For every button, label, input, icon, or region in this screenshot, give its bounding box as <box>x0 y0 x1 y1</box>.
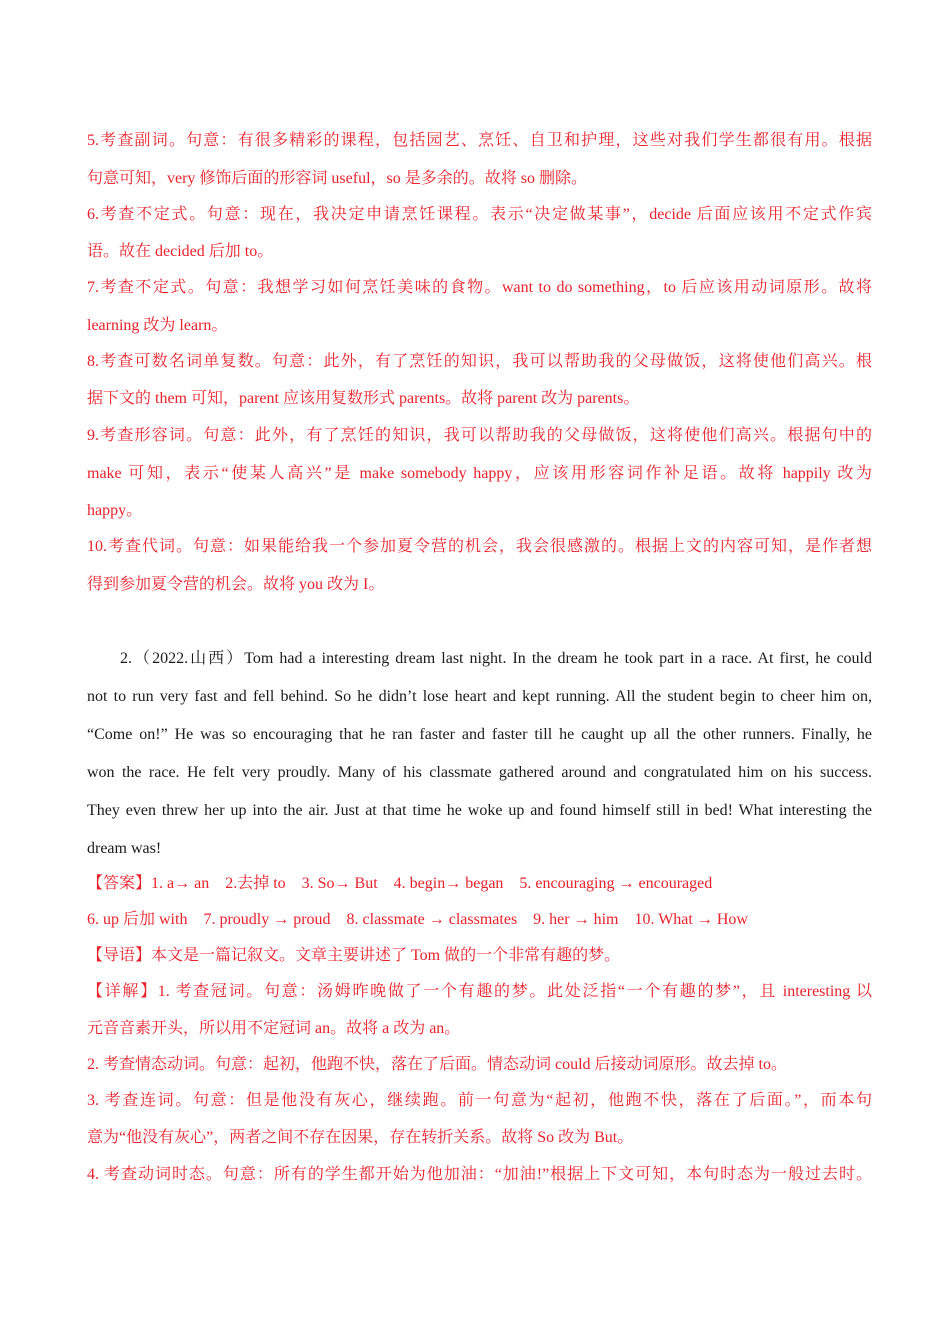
question-text-line: “Come on!” He was so encouraging that he ran faster and faster till he caught up all the other runners. Finally, he <box>87 726 872 743</box>
explanation-line: 句意可知，very 修饰后面的形容词 useful，so 是多余的。故将 so 删除。 <box>87 170 587 187</box>
question-text-line: They even threw her up into the air. Just at that time he woke up and found himself still in bed! What interesting the <box>87 802 872 819</box>
explanation-line: 4. 考查动词时态。句意：所有的学生都开始为他加油：“加油!”根据上下文可知，本句时态为一般过去时。 <box>87 1166 872 1183</box>
explanation-line: make 可知，表示“使某人高兴”是 make somebody happy，应该用形容词作补足语。故将 happily 改为 <box>87 465 872 482</box>
answer-line: 【答案】1. a→ an 2.去掉 to 3. So→ But 4. begin→ began 5. encouraging → encouraged <box>87 875 713 892</box>
explanation-line: 语。故在 decided 后加 to。 <box>87 243 274 260</box>
explanation-line: 据下文的 them 可知，parent 应该用复数形式 parents。故将 parent 改为 parents。 <box>87 390 640 407</box>
explanation-line: 元音音素开头，所以用不定冠词 an。故将 a 改为 an。 <box>87 1020 461 1037</box>
question-text-line: not to run very fast and fell behind. So he didn’t lose heart and kept running. All the student begin to cheer him on, <box>87 688 872 705</box>
explanation-line: happy。 <box>87 502 143 519</box>
explanation-line: 6.考查不定式。句意：现在，我决定申请烹饪课程。表示“决定做某事”，decide 后面应该用不定式作宾 <box>87 206 872 223</box>
explanation-line: 8.考查可数名词单复数。句意：此外，有了烹饪的知识，我可以帮助我的父母做饭，这将使他们高兴。根 <box>87 353 872 370</box>
explanation-line: 2. 考查情态动词。句意：起初，他跑不快，落在了后面。情态动词 could 后接动词原形。故去掉 to。 <box>87 1056 787 1073</box>
question-text-line: won the race. He felt very proudly. Many of his classmate gathered around and congratulated him on his success. <box>87 764 872 781</box>
explanation-line: 得到参加夏令营的机会。故将 you 改为 I。 <box>87 576 385 593</box>
question-text-line: 2.（2022.山西）Tom had a interesting dream last night. In the dream he took part in a race. At first, he could <box>120 650 872 667</box>
question-text-line: dream was! <box>87 840 162 857</box>
explanation-line: 意为“他没有灰心”，两者之间不存在因果，存在转折关系。故将 So 改为 But。 <box>87 1129 634 1146</box>
explanation-line: 【详解】1. 考查冠词。句意：汤姆昨晚做了一个有趣的梦。此处泛指“一个有趣的梦”，且 interesting 以 <box>87 983 872 1000</box>
answer-line: 6. up 后加 with 7. proudly → proud 8. classmate → classmates 9. her → him 10. What → How <box>87 911 748 928</box>
explanation-line: 3. 考查连词。句意：但是他没有灰心，继续跑。前一句意为“起初，他跑不快，落在了后面。”，而本句 <box>87 1092 872 1109</box>
explanation-line: 10.考查代词。句意：如果能给我一个参加夏令营的机会，我会很感激的。根据上文的内容可知，是作者想 <box>87 538 872 555</box>
explanation-line: 7.考查不定式。句意：我想学习如何烹饪美味的食物。want to do something，to 后应该用动词原形。故将 <box>87 279 872 296</box>
explanation-line: 5.考查副词。句意：有很多精彩的课程，包括园艺、烹饪、自卫和护理，这些对我们学生都很有用。根据 <box>87 132 872 149</box>
guide-line: 【导语】本文是一篇记叙文。文章主要讲述了 Tom 做的一个非常有趣的梦。 <box>87 947 621 964</box>
explanation-line: learning 改为 learn。 <box>87 317 228 334</box>
explanation-line: 9.考查形容词。句意：此外，有了烹饪的知识，我可以帮助我的父母做饭，这将使他们高兴。根据句中的 <box>87 427 872 444</box>
